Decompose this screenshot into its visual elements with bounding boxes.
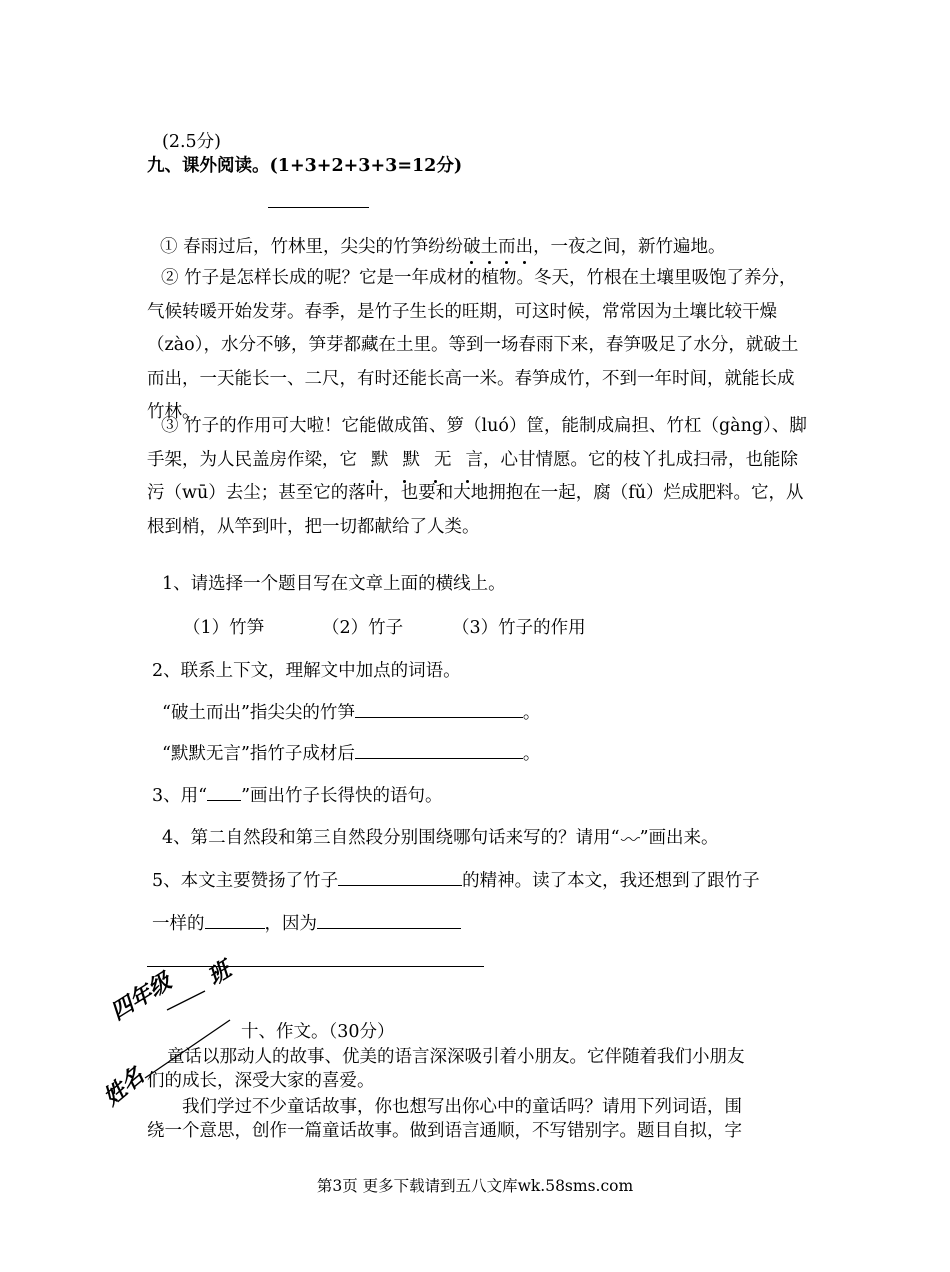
section-9-title: 九、课外阅读。(1+3+2+3+3=12分): [147, 156, 463, 176]
question-2: 2、联系上下文，理解文中加点的词语。: [152, 661, 461, 681]
dotted-char: 土: [481, 233, 499, 258]
class-label: 班: [203, 956, 236, 991]
question-5-line-2: [152, 909, 461, 935]
paragraph-1-text-before: ① 春雨过后，竹林里，尖尖的竹笋纷纷: [160, 237, 464, 257]
dotted-char: 言: [452, 444, 484, 478]
question-3-text-before: 3、用“: [152, 786, 208, 806]
question-5-text-before: 5、本文主要赞扬了竹子: [152, 871, 339, 891]
dotted-char: 默: [389, 444, 421, 478]
question-1-option: （1）竹笋: [183, 618, 265, 638]
question-4: [162, 824, 719, 849]
paragraph-2: ② 竹子是怎样长成的呢？它是一年成材的植物。冬天，竹根在土壤里吸饱了养分，气候转暖开始发芽。春季，是竹子生长的旺期，可这时候，常常因为土壤比较干燥（zào），水分不够，笋芽都藏在土里。等到一场春雨下来，春笋吸足了水分，就破土而出，一天能长一、二尺，有时还能长高一米。春笋成竹，不到一年时间，就能长成竹林。: [147, 268, 799, 422]
title-blank-line: [268, 207, 369, 208]
answer-blank[interactable]: [355, 739, 523, 759]
section-10-title: 十、作文。（30分）: [241, 1022, 395, 1042]
straight-line-symbol: [207, 781, 241, 801]
dotted-char: 而: [498, 233, 516, 258]
dotted-char: 默: [357, 444, 389, 478]
question-5-line-2-mid: ，因为: [264, 914, 317, 934]
wavy-line-symbol: [620, 833, 640, 843]
question-3-text-after: ”画出竹子长得快的语句。: [241, 786, 443, 806]
dotted-char: 破: [463, 233, 481, 258]
answer-blank[interactable]: [338, 866, 462, 886]
period: 。: [522, 744, 541, 764]
period: 。: [522, 703, 541, 723]
question-1: 1、请选择一个题目写在文章上面的横线上。: [162, 574, 506, 594]
question-1-option: （3）竹子的作用: [452, 618, 586, 638]
question-3: [152, 781, 443, 807]
answer-blank[interactable]: [355, 698, 523, 718]
question-4-text-after: ”画出来。: [639, 828, 719, 848]
paragraph-1: [160, 233, 726, 258]
question-5-line-2-text: 一样的: [152, 914, 205, 934]
question-5: [152, 866, 760, 892]
question-2a-text: “破土而出”指尖尖的竹笋: [162, 703, 355, 723]
essay-paragraph-2-line-2: 绕一个意思，创作一篇童话故事。做到语言通顺，不写错别字。题目自拟，字: [147, 1121, 742, 1141]
page-footer: 第3页 更多下载请到五八文库wk.58sms.com: [316, 1177, 634, 1195]
paragraph-3: [147, 410, 807, 544]
paragraph-1-text-after: ，一夜之间，新竹遍地。: [533, 237, 726, 257]
question-2a: [162, 698, 540, 724]
essay-paragraph-1-line-1: 童话以那动人的故事、优美的语言深深吸引着小朋友。它伴随着我们小朋友: [167, 1047, 745, 1067]
grade-label: 四年级: [106, 968, 176, 1026]
essay-paragraph-2-line-1: 我们学过不少童话故事，你也想写出你心中的童话吗？请用下列词语，围: [182, 1097, 742, 1117]
question-1-option: （2）竹子: [322, 618, 404, 638]
dotted-char: 出: [516, 233, 534, 258]
paragraph-3-text-after: ，心甘情愿。它的枝丫扎成扫帚，也能除污（wū）去尘；甚至它的落叶，也要和大地拥抱在一起，腐（fǔ）烂成肥料。它，从根到梢，从竿到叶，把一切都献给了人类。: [147, 449, 804, 537]
question-2b-text: “默默无言”指竹子成材后: [162, 744, 355, 764]
answer-blank[interactable]: [317, 909, 461, 929]
dotted-char: 无: [420, 444, 452, 478]
score-note: (2.5分): [162, 132, 221, 152]
paragraph-3-text-before: ③ 竹子的作用可大啦！它能做成笛、箩（luó）筐，能制成扁担、竹杠（gàng）、脚手架，为人民盖房作梁，它: [147, 416, 807, 470]
question-2b: [162, 739, 540, 765]
answer-blank[interactable]: [205, 909, 265, 929]
essay-paragraph-1-line-2: 们的成长，深受大家的喜爱。: [147, 1071, 375, 1091]
question-4-text-before: 4、第二自然段和第三自然段分别围绕哪句话来写的？请用“: [162, 828, 620, 848]
question-5-text-mid: 的精神。读了本文，我还想到了跟竹子: [462, 871, 760, 891]
name-label: 姓名: [98, 1062, 150, 1111]
